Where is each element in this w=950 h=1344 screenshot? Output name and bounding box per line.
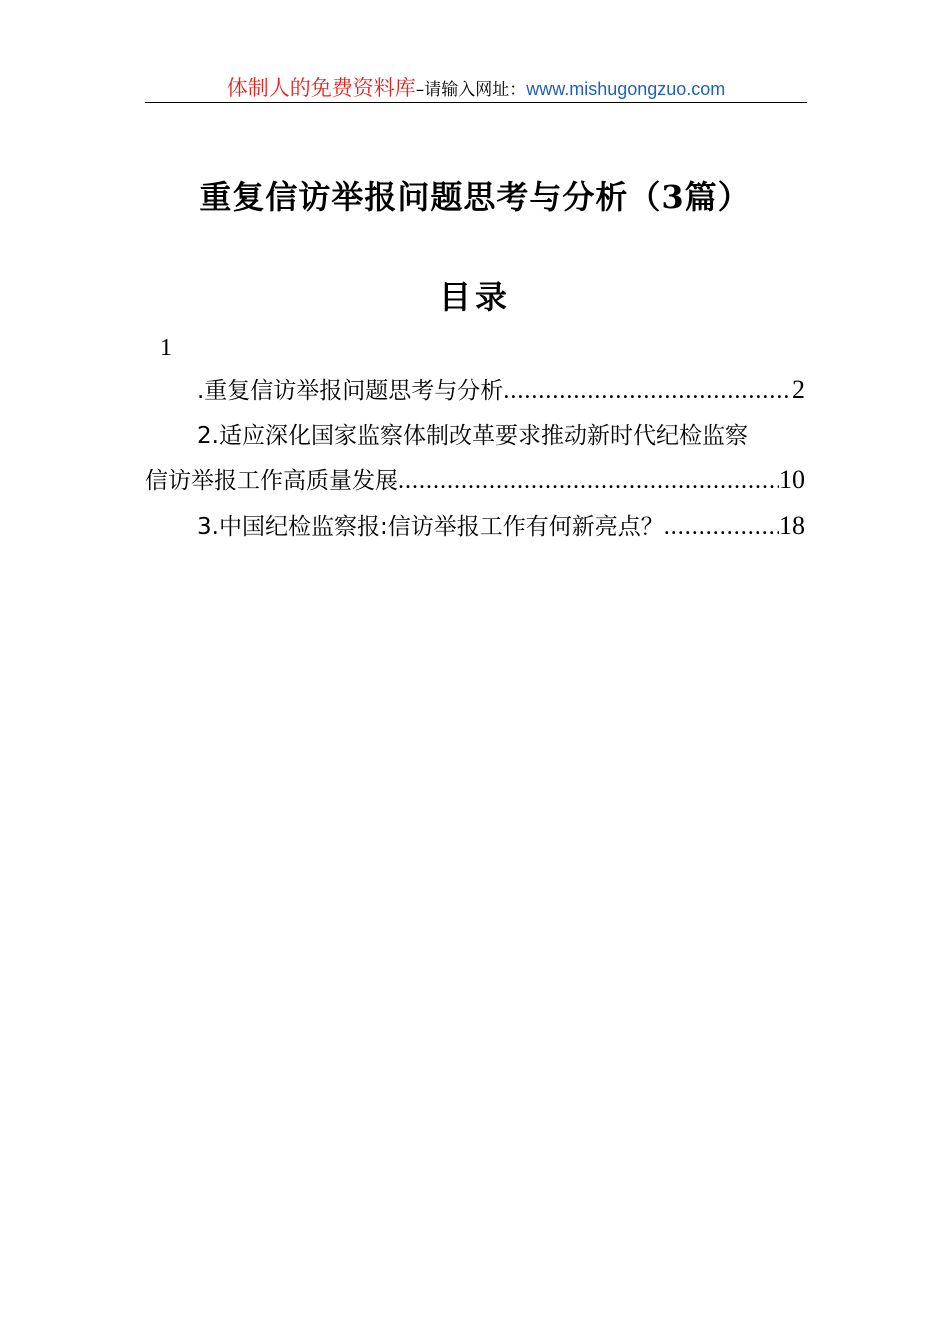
toc-item-2-text-line2: 信访举报工作高质量发展 bbox=[145, 468, 398, 494]
toc-leader-dots bbox=[503, 374, 792, 408]
header-url-link[interactable]: www.mishugongzuo.com bbox=[526, 79, 726, 99]
toc-item-3-page: 18 bbox=[779, 511, 805, 540]
toc-leader-dots bbox=[664, 510, 779, 544]
toc-item-1-page: 2 bbox=[792, 375, 805, 404]
toc-heading: 目录 bbox=[438, 278, 511, 316]
toc-item-1-text: .重复信访举报问题思考与分析 bbox=[197, 378, 504, 404]
toc-item-2-text-line1: 2.适应深化国家监察体制改革要求推动新时代纪检监察 bbox=[197, 423, 748, 449]
toc-item-3[interactable] bbox=[197, 509, 805, 543]
toc-item-1-number: 1 bbox=[160, 335, 172, 361]
toc-item-1[interactable] bbox=[197, 373, 805, 407]
toc-item-2-first-line[interactable] bbox=[197, 419, 805, 453]
header-brand: 体制人的免费资料库 bbox=[226, 76, 416, 100]
document-title: 重复信访举报问题思考与分析（3篇） bbox=[199, 178, 751, 216]
toc-item-3-text: 3.中国纪检监察报:信访举报工作有何新亮点？ bbox=[197, 514, 664, 540]
header-prompt: –请输入网址： bbox=[415, 80, 527, 100]
toc-item-2-page: 10 bbox=[779, 465, 805, 494]
toc-item-2-second-line[interactable] bbox=[145, 463, 805, 497]
toc-leader-dots bbox=[398, 464, 779, 498]
page-header bbox=[145, 72, 807, 103]
